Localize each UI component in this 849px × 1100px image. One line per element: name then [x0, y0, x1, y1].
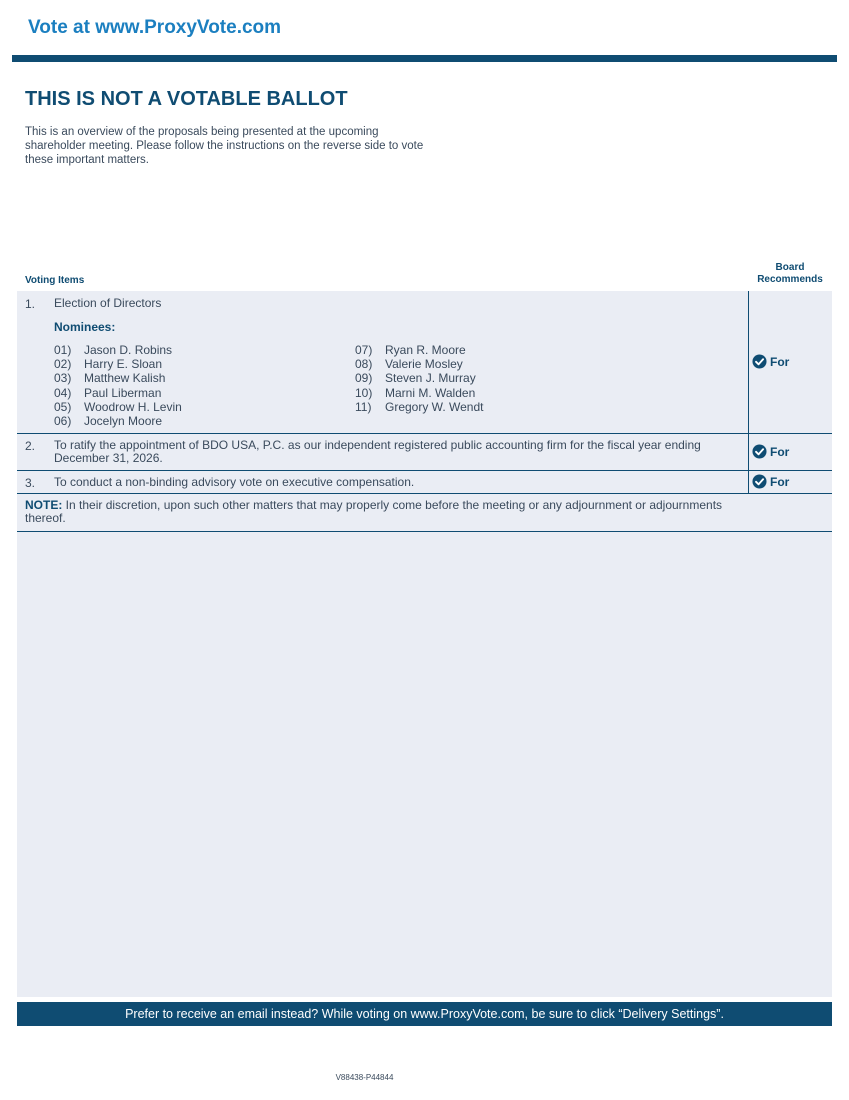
list-item: 04) Paul Liberman — [54, 385, 162, 400]
list-item: 07) Ryan R. Moore — [355, 343, 466, 357]
check-circle-icon — [752, 474, 767, 489]
list-item: 10) Marni M. Walden — [355, 385, 476, 400]
recommendation-label: For — [770, 474, 790, 489]
note-label: NOTE: — [25, 498, 63, 512]
row-divider-1 — [17, 433, 832, 434]
board-recommends-line2: Recommends — [757, 274, 823, 285]
delivery-settings-banner: Prefer to receive an email instead? While voting on www.ProxyVote.com, be sure to click “Delivery Settings”. — [17, 1002, 832, 1026]
list-item: 09) Steven J. Murray — [355, 371, 476, 386]
item-2-recommendation — [752, 444, 789, 459]
item-2-number: 2. — [25, 439, 36, 453]
nominees-left-column — [54, 343, 182, 428]
list-item: 06) Jocelyn Moore — [54, 414, 163, 429]
board-recommends-header — [748, 262, 832, 286]
page-title: THIS IS NOT A VOTABLE BALLOT — [25, 88, 348, 110]
item-2-text: To ratify the appointment of BDO USA, P.C. as our independent registered public accounting firm for the fiscal year ending December 31, 2026. — [54, 438, 701, 465]
row-divider-2 — [17, 470, 832, 471]
voting-items-header: Voting Items — [25, 275, 85, 286]
list-item: 08) Valerie Mosley — [355, 357, 463, 372]
check-circle-icon — [752, 354, 767, 369]
recommendation-label: For — [770, 354, 790, 369]
list-item: 01) Jason D. Robins — [54, 343, 173, 357]
item-1-text: Election of Directors — [54, 296, 162, 310]
row-divider-4 — [17, 531, 832, 532]
list-item: 05) Woodrow H. Levin — [54, 399, 182, 414]
top-divider — [12, 55, 837, 62]
list-item: 03) Matthew Kalish — [54, 371, 166, 386]
row-divider-3 — [17, 493, 832, 494]
list-item: 11) Gregory W. Wendt — [355, 399, 484, 414]
item-1-recommendation — [752, 354, 789, 369]
nominees-right-column — [355, 343, 483, 414]
recommendation-label: For — [770, 444, 790, 459]
nominees-label: Nominees: — [54, 320, 116, 334]
item-3-number: 3. — [25, 476, 36, 490]
board-recommends-line1: Board — [775, 262, 805, 273]
document-code: V88438-P44844 — [335, 1073, 394, 1082]
intro-text: This is an overview of the proposals being presented at the upcoming shareholder meeting. Please follow the instructions on the reverse side to vote these important matters. — [25, 126, 424, 166]
recommend-column-divider — [748, 291, 749, 494]
item-3-text: To conduct a non-binding advisory vote on executive compensation. — [54, 475, 415, 489]
check-circle-icon — [752, 444, 767, 459]
proxyvote-link[interactable]: Vote at www.ProxyVote.com — [28, 17, 282, 38]
item-3-recommendation — [752, 474, 789, 489]
note-text — [25, 499, 745, 524]
list-item: 02) Harry E. Sloan — [54, 357, 163, 372]
note-body: In their discretion, upon such other matters that may properly come before the meeting or any adjournment or adjournments thereof. — [25, 498, 723, 525]
item-1-number: 1. — [25, 297, 36, 311]
